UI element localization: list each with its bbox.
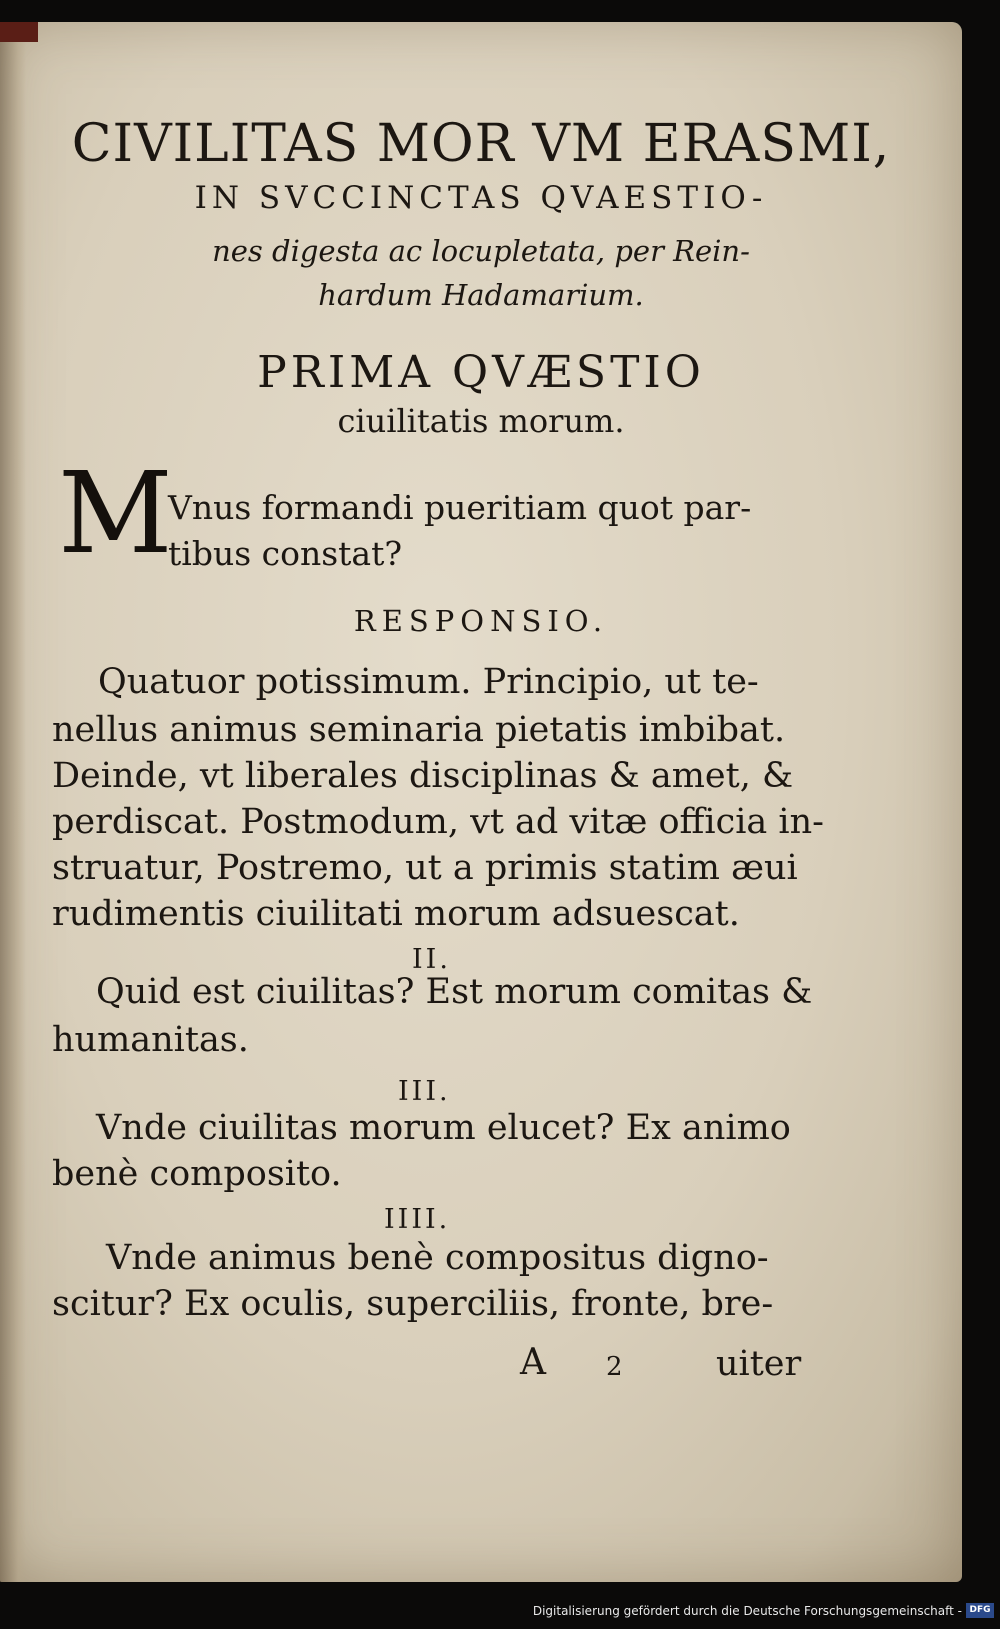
- section-number-4: IIII.: [384, 1204, 451, 1235]
- section-2-line-1: Quid est ciuilitas? Est morum comitas &: [96, 972, 813, 1012]
- first-question-line-2: tibus constat?: [168, 534, 403, 573]
- question-heading: PRIMA QVÆSTIO: [257, 347, 705, 398]
- paragraph-line: Quatuor potissimum. Principio, ut te-: [98, 662, 759, 702]
- responsio-heading: RESPONSIO.: [353, 604, 609, 638]
- catchword: uiter: [716, 1344, 802, 1384]
- question-subheading: ciuilitatis morum.: [337, 402, 625, 440]
- title-line-3: nes digesta ac locupletata, per Rein-: [212, 234, 750, 268]
- section-3-line-2: benè composito.: [52, 1154, 342, 1194]
- title-line-4: hardum Hadamarium.: [318, 278, 644, 312]
- paragraph-line: rudimentis ciuilitati morum adsuescat.: [52, 894, 740, 934]
- section-2-line-2: humanitas.: [52, 1020, 249, 1060]
- paragraph-line: struatur, Postremo, ut a primis statim æui: [52, 848, 798, 888]
- paragraph-line: Deinde, vt liberales disciplinas & amet, &: [52, 756, 794, 796]
- digitization-credit: Digitalisierung gefördert durch die Deutsche Forschungsgemeinschaft -: [532, 1604, 962, 1618]
- paragraph-line: nellus animus seminaria pietatis imbibat.: [52, 710, 786, 750]
- section-number-3: III.: [398, 1076, 451, 1107]
- drop-cap: M: [58, 449, 173, 579]
- title-line-2: IN SVCCINCTAS QVAESTIO-: [194, 180, 768, 216]
- paragraph-line: perdiscat. Postmodum, vt ad vitæ officia in-: [52, 802, 824, 842]
- section-3-line-1: Vnde ciuilitas morum elucet? Ex animo: [96, 1108, 791, 1148]
- book-page: [0, 22, 962, 1582]
- signature-mark: A: [520, 1342, 546, 1383]
- binding-edge: [0, 22, 38, 42]
- dfg-logo: DFG: [966, 1603, 994, 1618]
- section-4-line-1: Vnde animus benè compositus digno-: [106, 1238, 769, 1278]
- title-line-1: CIVILITAS MOR VM ERASMI,: [71, 114, 891, 174]
- first-question-line-1: Vnus formandi pueritiam quot par-: [168, 488, 752, 527]
- signature-number: 2: [606, 1352, 623, 1382]
- section-number-2: II.: [412, 944, 451, 975]
- section-4-line-2: scitur? Ex oculis, superciliis, fronte, bre-: [52, 1284, 774, 1324]
